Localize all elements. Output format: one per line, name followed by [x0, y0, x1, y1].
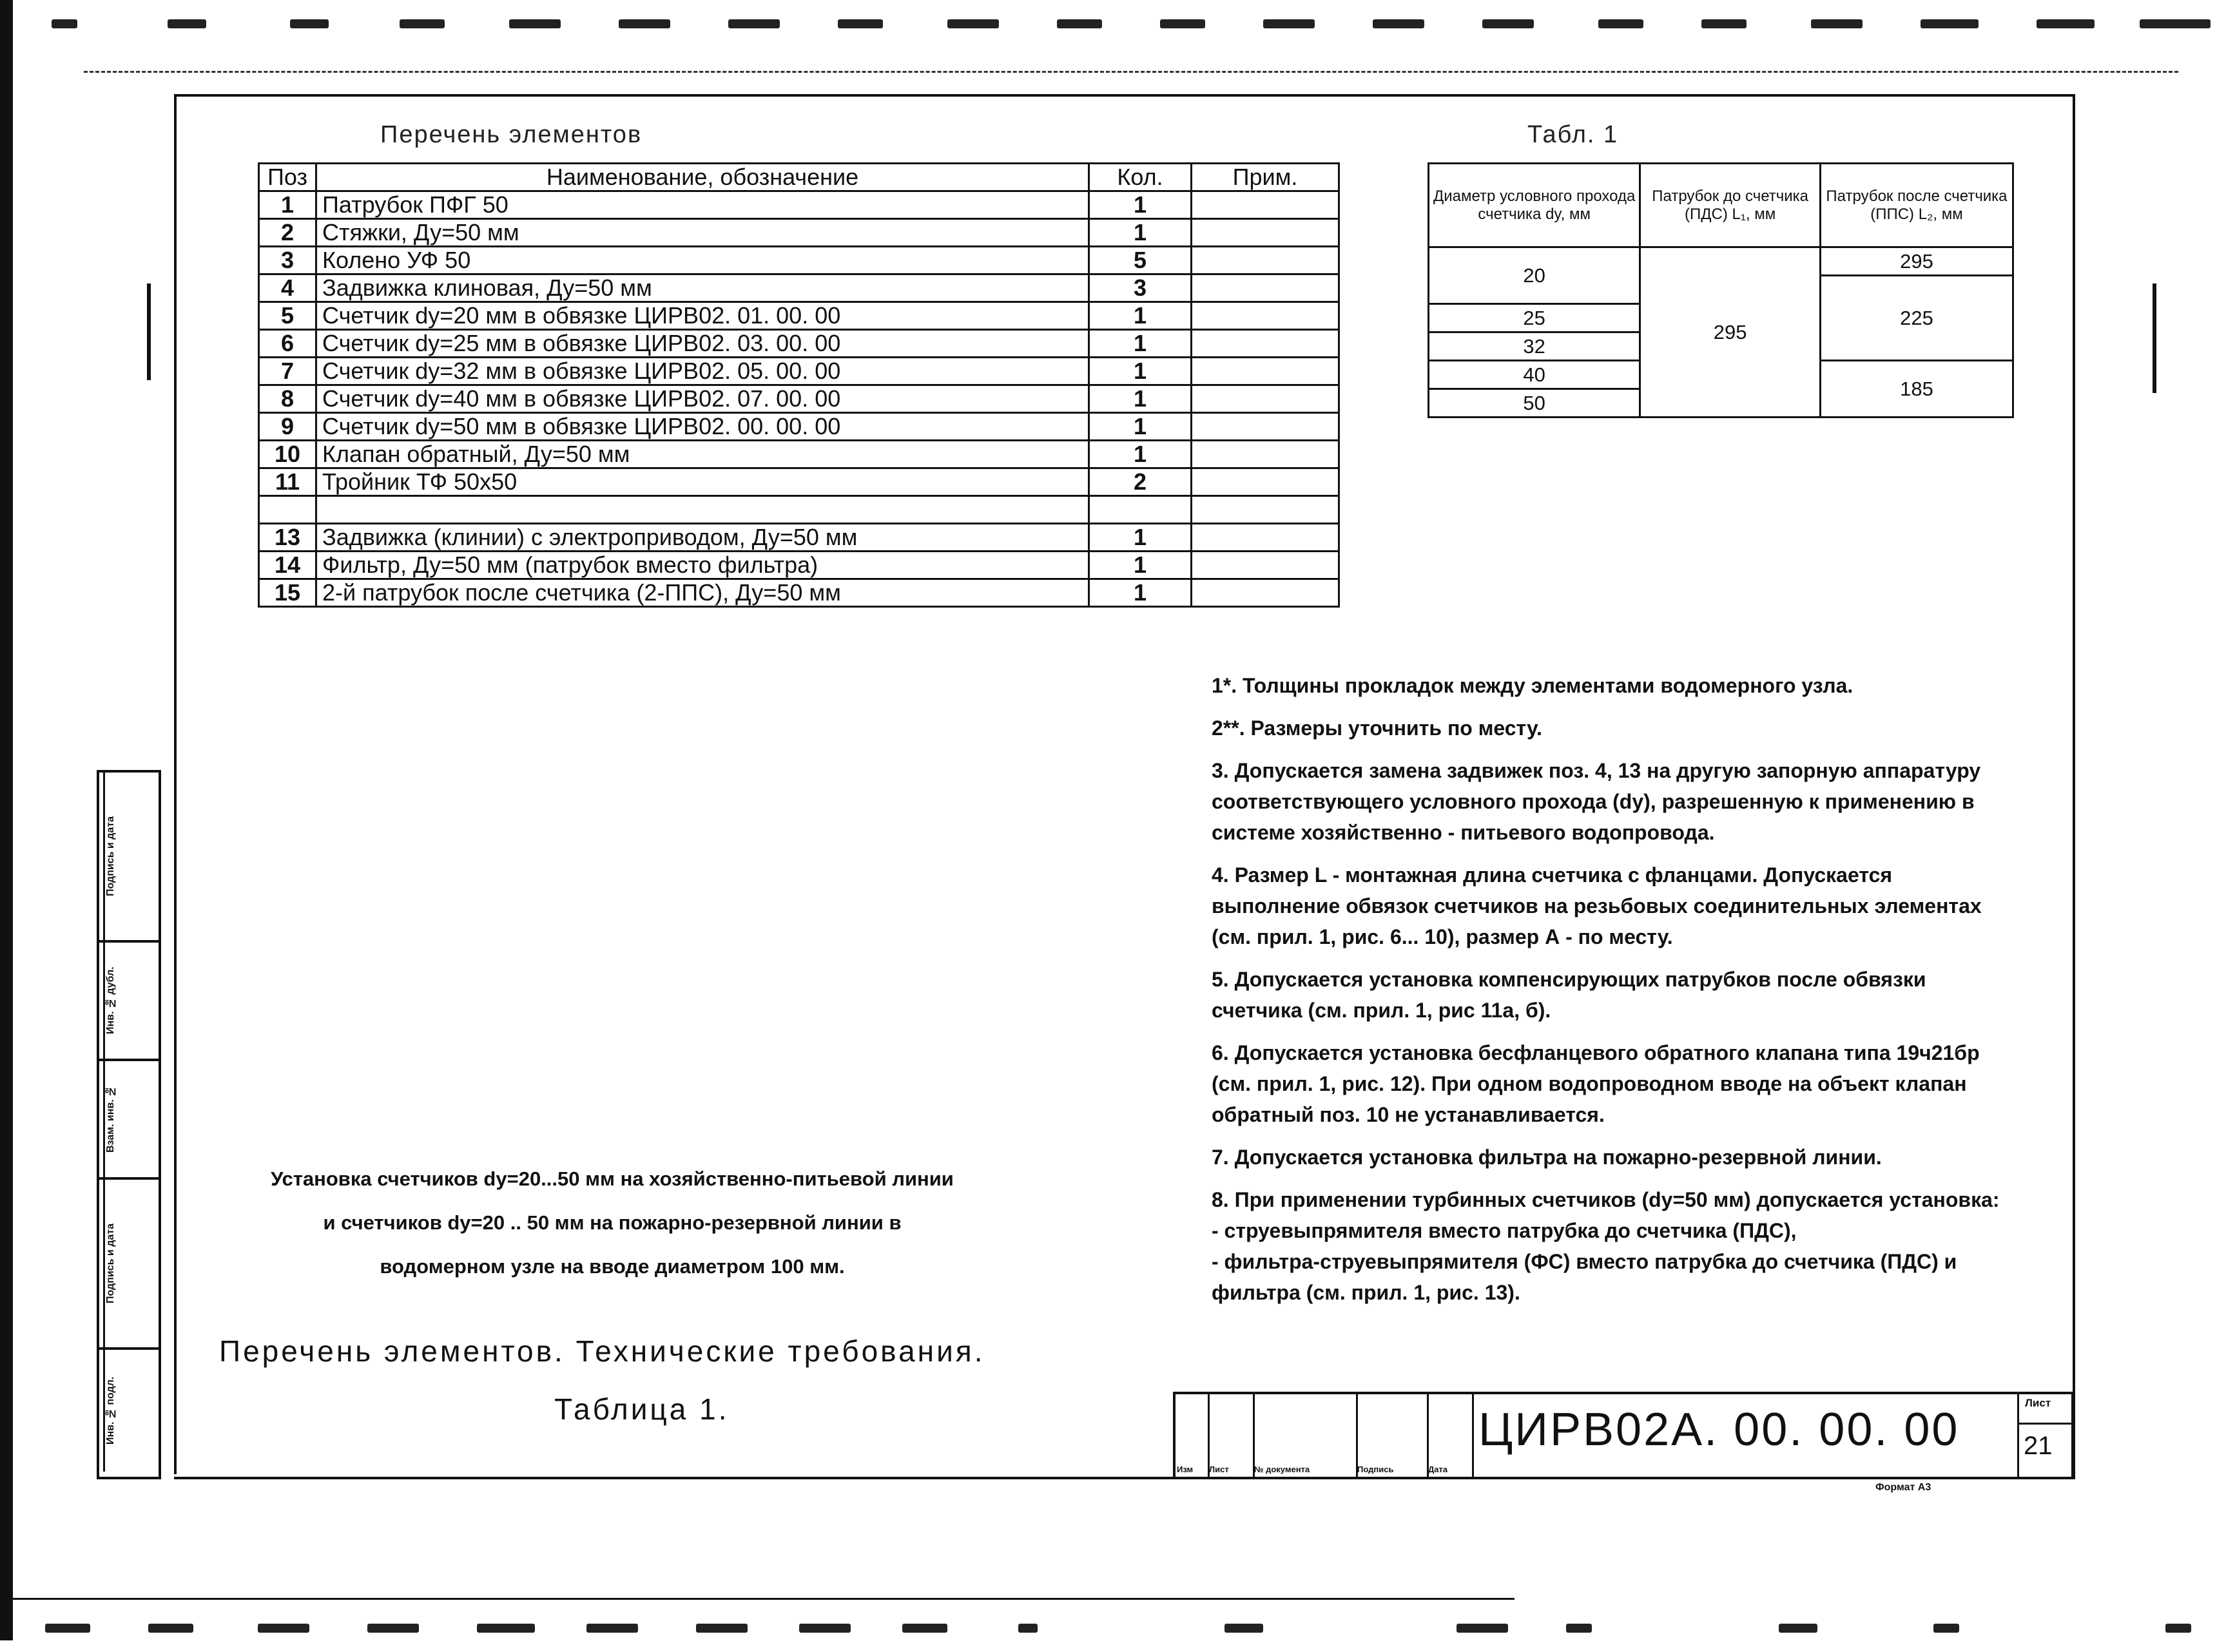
row-name: Стяжки, Ду=50 мм: [316, 219, 1089, 247]
drawing-subheading: Таблица 1.: [554, 1392, 730, 1426]
col-note-header: Прим.: [1192, 164, 1339, 191]
title-block-column: Изм: [1177, 1465, 1194, 1474]
center-mark-left: [147, 283, 151, 380]
row-note: [1192, 524, 1339, 552]
row-qty: 3: [1089, 274, 1192, 302]
format-label: Формат А3: [1875, 1482, 1931, 1493]
top-scan-strip: [0, 19, 2226, 48]
row-pos: 11: [259, 468, 316, 496]
row-name: Счетчик dy=25 мм в обвязке ЦИРВ02. 03. 00. 00: [316, 330, 1089, 358]
note-item: 3. Допускается замена задвижек поз. 4, 13 на другую запорную аппаратуру соответствующего условного прохода (dy), разрешенную к применению в системе хозяйственно - питьевого водопровода.: [1212, 759, 1981, 844]
row-name: Счетчик dy=40 мм в обвязке ЦИРВ02. 07. 00. 00: [316, 385, 1089, 413]
row-qty: 1: [1089, 552, 1192, 579]
row-note: [1192, 247, 1339, 274]
dim-header-diameter: Диаметр условного прохода счетчика dy, мм: [1429, 164, 1640, 247]
dim-diameter: 50: [1429, 389, 1640, 418]
row-pos: 3: [259, 247, 316, 274]
caption-line-2: и счетчиков dy=20 .. 50 мм на пожарно-резервной линии в: [323, 1211, 902, 1234]
table-row: [259, 579, 1339, 607]
title-block-column: № документа: [1254, 1465, 1310, 1474]
title-block-column: Подпись: [1357, 1465, 1394, 1474]
row-qty: 1: [1089, 524, 1192, 552]
spec-table-header: [259, 164, 1339, 191]
col-qty-header: Кол.: [1089, 164, 1192, 191]
row-pos: 15: [259, 579, 316, 607]
row-qty: [1089, 496, 1192, 524]
row-qty: 1: [1089, 191, 1192, 219]
row-pos: 8: [259, 385, 316, 413]
dim-diameter: 20: [1429, 247, 1640, 304]
row-qty: 2: [1089, 468, 1192, 496]
row-name: Клапан обратный, Ду=50 мм: [316, 441, 1089, 468]
document-code: ЦИРВ02А. 00. 00. 00: [1478, 1404, 1960, 1455]
spec-table: [258, 162, 1340, 608]
note-item: 2**. Размеры уточнить по месту.: [1212, 716, 1542, 740]
sheet-number: 21: [2024, 1432, 2053, 1460]
note-item: 5. Допускается установка компенсирующих патрубков после обвязки счетчика (см. прил. 1, рис 11а, б).: [1212, 968, 1926, 1022]
title-block: [1173, 1392, 2074, 1479]
dim-header-pds: Патрубок до счетчика (ПДС) L₁, мм: [1640, 164, 1821, 247]
dim-pps-value: 185: [1820, 361, 2013, 418]
scan-edge-bar: [0, 0, 13, 1640]
note-item: 8. При применении турбинных счетчиков (dy=50 мм) допускается установка: - струевыпрямителя вместо патрубка до счетчика (ПДС), - фильтра-струевыпрямителя (ФС) вместо патрубка до счетчика (ПДС) и фильтра (см. прил. 1, рис. 13).: [1212, 1188, 2000, 1304]
row-note: [1192, 385, 1339, 413]
dim-header-pps: Патрубок после счетчика (ППС) L₂, мм: [1820, 164, 2013, 247]
row-name: Счетчик dy=32 мм в обвязке ЦИРВ02. 05. 00. 00: [316, 358, 1089, 385]
row-note: [1192, 358, 1339, 385]
sheet-label: Лист: [2025, 1397, 2051, 1409]
row-name: Патрубок ПФГ 50: [316, 191, 1089, 219]
center-mark-right: [2153, 283, 2156, 393]
table-row: [259, 191, 1339, 219]
top-dashed-line: [84, 71, 2178, 73]
dim-pps-value: 295: [1820, 247, 2013, 276]
table-row: [259, 496, 1339, 524]
title-block-column: Дата: [1428, 1465, 1448, 1474]
table-row: [259, 413, 1339, 441]
table-row: [259, 302, 1339, 330]
row-name: Счетчик dy=20 мм в обвязке ЦИРВ02. 01. 00. 00: [316, 302, 1089, 330]
row-note: [1192, 552, 1339, 579]
row-note: [1192, 330, 1339, 358]
side-stamp-label: Подпись и дата: [103, 773, 128, 940]
row-name: Счетчик dy=50 мм в обвязке ЦИРВ02. 00. 00. 00: [316, 413, 1089, 441]
row-pos: 2: [259, 219, 316, 247]
row-pos: 9: [259, 413, 316, 441]
row-pos: 6: [259, 330, 316, 358]
dim-pps-value: 225: [1820, 276, 2013, 361]
row-pos: 4: [259, 274, 316, 302]
table-row: [259, 274, 1339, 302]
table-row: [259, 385, 1339, 413]
row-note: [1192, 274, 1339, 302]
caption-line-3: водомерном узле на вводе диаметром 100 мм.: [380, 1255, 845, 1278]
row-note: [1192, 579, 1339, 607]
table-row: [259, 552, 1339, 579]
row-name: Колено УФ 50: [316, 247, 1089, 274]
bottom-scan-strip: [0, 1624, 2226, 1652]
row-pos: 7: [259, 358, 316, 385]
row-qty: 1: [1089, 413, 1192, 441]
note-item: 1*. Толщины прокладок между элементами водомерного узла.: [1212, 674, 1853, 697]
dim-diameter: 40: [1429, 361, 1640, 389]
row-name: Задвижка (клинии) с электроприводом, Ду=50 мм: [316, 524, 1089, 552]
drawing-frame-left: [174, 94, 177, 1474]
side-stamp-label: Взам. инв. №: [103, 1061, 128, 1177]
row-note: [1192, 219, 1339, 247]
dim-pds-value: 295: [1640, 247, 1821, 418]
dim-diameter: 25: [1429, 304, 1640, 332]
table-row: [259, 358, 1339, 385]
note-item: 4. Размер L - монтажная длина счетчика с фланцами. Допускается выполнение обвязок счетчиков на резьбовых соединительных элементах (см. прил. 1, рис. 6... 10), размер А - по месту.: [1212, 863, 1982, 948]
table-row: [259, 330, 1339, 358]
row-pos: 14: [259, 552, 316, 579]
table-row: [259, 524, 1339, 552]
row-pos: [259, 496, 316, 524]
table-row: [259, 219, 1339, 247]
title-block-column: Лист: [1209, 1465, 1229, 1474]
row-qty: 1: [1089, 579, 1192, 607]
table-row: [259, 441, 1339, 468]
side-stamp-label: Подпись и дата: [103, 1180, 128, 1347]
col-name-header: Наименование, обозначение: [316, 164, 1089, 191]
table-row: [259, 247, 1339, 274]
row-name: [316, 496, 1089, 524]
row-qty: 1: [1089, 441, 1192, 468]
note-item: 7. Допускается установка фильтра на пожарно-резервной линии.: [1212, 1146, 1882, 1169]
row-note: [1192, 302, 1339, 330]
row-qty: 1: [1089, 219, 1192, 247]
row-pos: 5: [259, 302, 316, 330]
row-name: Задвижка клиновая, Ду=50 мм: [316, 274, 1089, 302]
row-qty: 1: [1089, 302, 1192, 330]
drawing-heading: Перечень элементов. Технические требования.: [219, 1334, 985, 1368]
technical-requirements: [1212, 670, 2017, 1320]
spec-list-title: Перечень элементов: [380, 121, 643, 148]
col-pos-header: Поз: [259, 164, 316, 191]
dimension-table: [1428, 162, 2014, 418]
row-qty: 1: [1089, 385, 1192, 413]
row-note: [1192, 441, 1339, 468]
row-note: [1192, 496, 1339, 524]
row-name: 2-й патрубок после счетчика (2-ППС), Ду=50 мм: [316, 579, 1089, 607]
row-name: Тройник ТФ 50x50: [316, 468, 1089, 496]
note-item: 6. Допускается установка бесфланцевого обратного клапана типа 19ч21бр (см. прил. 1, рис. 12). При одном водопроводном вводе на объект клапан обратный поз. 10 не устанавливается.: [1212, 1041, 1980, 1126]
row-pos: 1: [259, 191, 316, 219]
row-note: [1192, 413, 1339, 441]
row-qty: 1: [1089, 330, 1192, 358]
bottom-rule: [13, 1598, 1515, 1600]
side-stamp-label: Инв. № дубл.: [103, 943, 128, 1059]
row-pos: 10: [259, 441, 316, 468]
row-pos: 13: [259, 524, 316, 552]
side-stamp: [97, 770, 161, 1479]
caption-line-1: Установка счетчиков dy=20...50 мм на хозяйственно-питьевой линии: [271, 1167, 954, 1190]
row-qty: 5: [1089, 247, 1192, 274]
row-qty: 1: [1089, 358, 1192, 385]
side-stamp-label: Инв. № подл.: [103, 1350, 128, 1472]
table-row: [259, 468, 1339, 496]
row-name: Фильтр, Ду=50 мм (патрубок вместо фильтра): [316, 552, 1089, 579]
row-note: [1192, 468, 1339, 496]
row-note: [1192, 191, 1339, 219]
dim-diameter: 32: [1429, 332, 1640, 361]
table1-title: Табл. 1: [1527, 121, 1619, 148]
